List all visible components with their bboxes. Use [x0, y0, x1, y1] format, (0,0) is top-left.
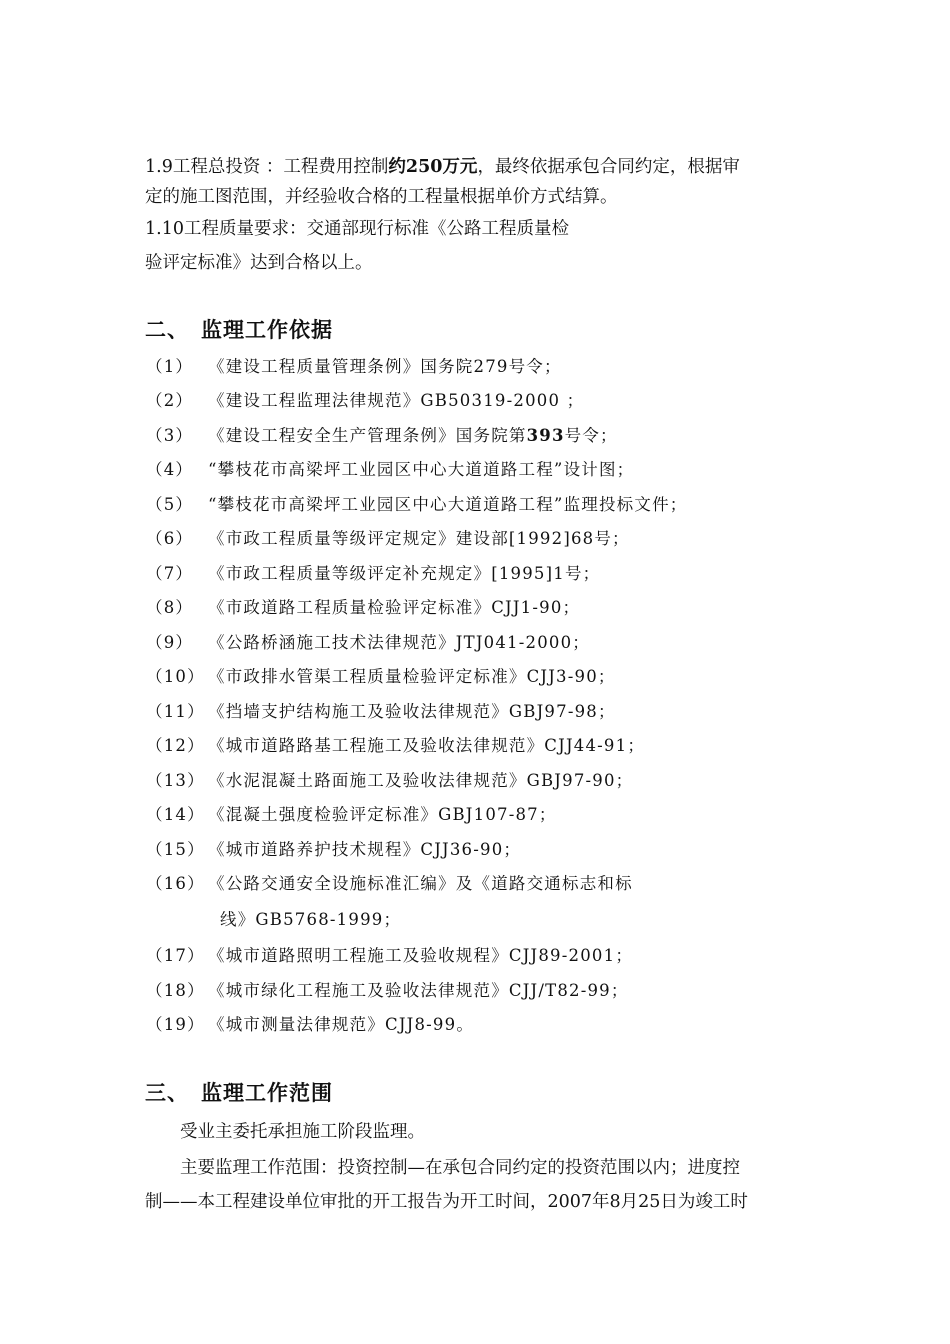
section-number: 三、	[145, 1080, 189, 1105]
list-index: （11）	[146, 702, 205, 721]
section-heading-scope	[145, 1081, 333, 1105]
list-item	[146, 804, 557, 826]
investment-line	[145, 155, 740, 179]
list-index: （14）	[146, 805, 205, 824]
list-item	[146, 945, 633, 967]
list-item	[146, 666, 616, 688]
list-item	[146, 356, 562, 378]
list-index: （1）	[146, 357, 194, 376]
list-text: “攀枝花市高梁坪工业园区中心大道道路工程”设计图；	[208, 460, 635, 479]
investment-suffix: ，最终依据承包合同约定，根据审	[477, 157, 740, 177]
list-item	[146, 873, 633, 895]
list-text: 《挡墙支护结构施工及验收法律规范》GBJ97-98；	[208, 702, 616, 721]
list-index: （2）	[146, 391, 194, 410]
list-index: （10）	[146, 667, 205, 686]
list-text: 《建设工程监理法律规范》GB50319-2000 ；	[208, 391, 585, 410]
list-item	[146, 735, 645, 757]
section-title: 监理工作范围	[201, 1080, 333, 1105]
list-index: （15）	[146, 840, 205, 859]
list-item	[146, 980, 629, 1002]
list-index: （19）	[146, 1015, 205, 1034]
list-text: 《市政工程质量等级评定规定》建设部[1992]68号；	[208, 529, 630, 548]
list-index: （16）	[146, 874, 205, 893]
list-item	[146, 390, 584, 412]
list-text: 《市政道路工程质量检验评定标准》CJJ1-90；	[208, 598, 581, 617]
list-index: （3）	[146, 426, 194, 445]
section-title: 监理工作依据	[201, 317, 333, 342]
quality-requirement-line-2: 验评定标准》达到合格以上。	[145, 253, 373, 273]
list-index: （5）	[146, 495, 194, 514]
list-index: （7）	[146, 564, 194, 583]
list-item	[146, 597, 580, 619]
investment-amount: 约250万元	[388, 157, 478, 177]
list-index: （8）	[146, 598, 194, 617]
list-text: 《建设工程安全生产管理条例》国务院第	[208, 426, 527, 445]
list-text-bold: 393	[526, 426, 565, 445]
quality-requirement-line: 1.10工程质量要求：交通部现行标准《公路工程质量检	[145, 219, 569, 239]
list-text: 《城市道路养护技术规程》CJJ36-90；	[208, 840, 522, 859]
list-item-continuation: 线》GB5768-1999；	[220, 910, 402, 929]
investment-prefix: 1.9工程总投资 ：工程费用控制	[145, 157, 389, 177]
list-item	[146, 701, 616, 723]
list-item	[146, 839, 521, 861]
list-text: 《公路桥涵施工技术法律规范》JTJ041-2000；	[208, 633, 590, 652]
list-index: （18）	[146, 981, 205, 1000]
list-index: （6）	[146, 529, 194, 548]
list-text: 《市政工程质量等级评定补充规定》[1995]1号；	[208, 564, 601, 583]
list-item	[146, 494, 687, 516]
list-text: 《城市绿化工程施工及验收法律规范》CJJ/T82-99；	[208, 981, 629, 1000]
list-item	[146, 459, 634, 481]
list-text: 《市政排水管渠工程质量检验评定标准》CJJ3-90；	[208, 667, 616, 686]
list-text: 《城市道路照明工程施工及验收规程》CJJ89-2001；	[208, 946, 634, 965]
list-item	[146, 563, 600, 585]
list-item	[146, 632, 590, 654]
list-text: 《建设工程质量管理条例》国务院279号令；	[208, 357, 562, 376]
settlement-line: 定的施工图范围，并经验收合格的工程量根据单价方式结算。	[145, 187, 618, 207]
list-text: 《公路交通安全设施标准汇编》及《道路交通标志和标	[208, 874, 633, 893]
list-index: （4）	[146, 460, 194, 479]
list-index: （12）	[146, 736, 205, 755]
list-index: （9）	[146, 633, 194, 652]
list-item	[146, 1014, 474, 1036]
list-item	[146, 770, 633, 792]
list-text: 《城市测量法律规范》CJJ8-99。	[208, 1015, 475, 1034]
list-text: “攀枝花市高梁坪工业园区中心大道道路工程”监理投标文件；	[208, 495, 688, 514]
scope-paragraph-2: 主要监理工作范围：投资控制—在承包合同约定的投资范围以内；进度控	[180, 1158, 740, 1178]
section-heading-basis	[145, 318, 333, 342]
list-text: 《混凝土强度检验评定标准》GBJ107-87；	[208, 805, 557, 824]
list-text: 《城市道路路基工程施工及验收法律规范》CJJ44-91；	[208, 736, 646, 755]
scope-paragraph-1: 受业主委托承担施工阶段监理。	[180, 1122, 425, 1142]
section-number: 二、	[145, 317, 189, 342]
list-index: （17）	[146, 946, 205, 965]
list-item	[146, 425, 618, 447]
list-index: （13）	[146, 771, 205, 790]
scope-paragraph-2-cont: 制——本工程建设单位审批的开工报告为开工时间，2007年8月25日为竣工时	[145, 1192, 748, 1212]
list-text: 号令；	[564, 426, 618, 445]
list-text: 《水泥混凝土路面施工及验收法律规范》GBJ97-90；	[208, 771, 634, 790]
list-item	[146, 528, 630, 550]
